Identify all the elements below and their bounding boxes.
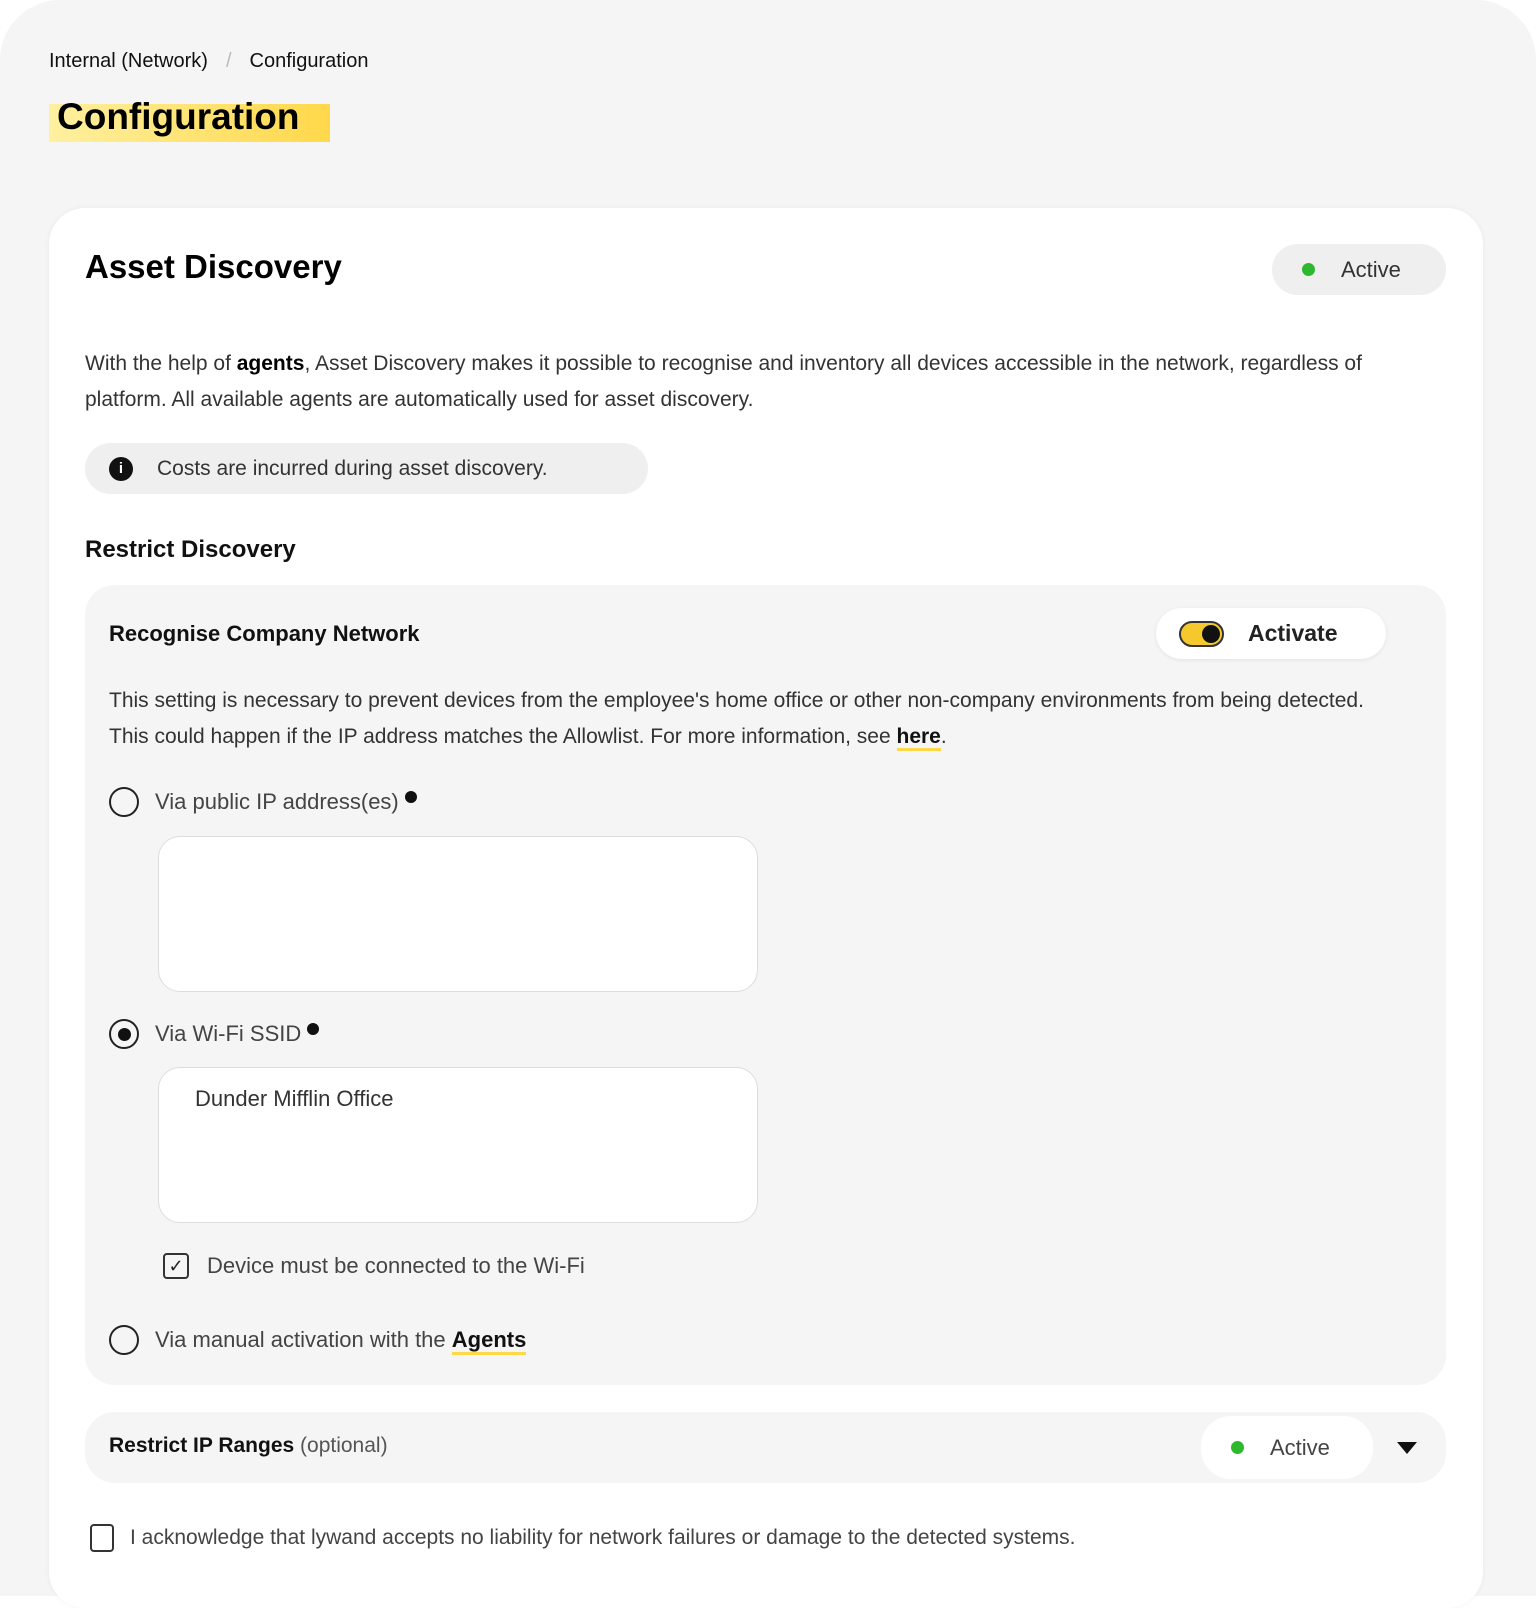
info-icon[interactable] bbox=[307, 1023, 319, 1035]
company-network-description-text: This setting is necessary to prevent devices from the employee's home office or other non-company environments from being detected. This could happen if the IP address matches the Allowlist. For more information, see bbox=[109, 689, 1364, 748]
wifi-ssid-textarea[interactable]: Dunder Mifflin Office bbox=[158, 1067, 758, 1223]
agents-link[interactable]: agents bbox=[236, 352, 305, 375]
description-text-2: , Asset Discovery makes it possible to recognise and inventory all devices accessible in the network, regardless of platform. All available agents are automatically used for asset discovery. bbox=[85, 352, 1362, 411]
breadcrumb bbox=[49, 50, 368, 73]
option-public-ip[interactable] bbox=[109, 787, 417, 817]
page-title: Configuration bbox=[57, 96, 300, 137]
acknowledge-row[interactable] bbox=[90, 1524, 1076, 1552]
ip-ranges-status: Active bbox=[1270, 1434, 1330, 1460]
company-network-title: Recognise Company Network bbox=[109, 621, 420, 646]
card-description bbox=[85, 346, 1425, 418]
option-manual-label: Via manual activation with the Agents bbox=[155, 1327, 526, 1353]
ip-ranges-panel[interactable] bbox=[85, 1412, 1446, 1483]
activate-toggle[interactable] bbox=[1156, 608, 1386, 659]
status-label: Active bbox=[1341, 256, 1401, 282]
agents-link[interactable]: Agents bbox=[452, 1327, 527, 1355]
radio-wifi-ssid[interactable] bbox=[109, 1019, 139, 1049]
breadcrumb-separator: / bbox=[225, 50, 232, 72]
option-public-ip-label: Via public IP address(es) bbox=[155, 789, 417, 815]
acknowledge-checkbox[interactable] bbox=[90, 1524, 114, 1552]
here-link[interactable]: here bbox=[897, 725, 941, 751]
radio-manual-activation[interactable] bbox=[109, 1325, 139, 1355]
description-text: With the help of bbox=[85, 352, 237, 375]
period: . bbox=[940, 725, 947, 748]
public-ip-textarea[interactable] bbox=[158, 836, 758, 992]
restrict-discovery-heading: Restrict Discovery bbox=[85, 536, 296, 563]
status-badge bbox=[1272, 244, 1446, 295]
status-dot-icon bbox=[1231, 1441, 1244, 1454]
ip-ranges-status-badge bbox=[1201, 1416, 1373, 1479]
info-icon: i bbox=[109, 457, 133, 481]
activate-label: Activate bbox=[1248, 620, 1338, 646]
wifi-connected-checkbox-row[interactable] bbox=[163, 1253, 585, 1279]
breadcrumb-item-internal-network[interactable]: Internal (Network) bbox=[49, 50, 208, 72]
toggle-switch-icon bbox=[1179, 621, 1224, 647]
chevron-down-icon[interactable] bbox=[1397, 1442, 1417, 1454]
cost-notice-text: Costs are incurred during asset discovery. bbox=[157, 456, 548, 480]
info-icon[interactable] bbox=[405, 791, 417, 803]
radio-public-ip[interactable] bbox=[109, 787, 139, 817]
wifi-connected-checkbox[interactable]: ✓ bbox=[163, 1253, 189, 1279]
wifi-connected-label: Device must be connected to the Wi-Fi bbox=[207, 1253, 585, 1278]
status-dot-icon bbox=[1302, 263, 1315, 276]
cost-notice bbox=[85, 443, 648, 494]
option-manual-activation[interactable] bbox=[109, 1325, 526, 1355]
breadcrumb-item-configuration: Configuration bbox=[249, 50, 369, 72]
company-network-panel bbox=[85, 585, 1446, 1385]
asset-discovery-card bbox=[49, 208, 1483, 1608]
option-wifi-ssid[interactable] bbox=[109, 1019, 319, 1049]
company-network-description bbox=[109, 683, 1409, 755]
option-wifi-ssid-label: Via Wi-Fi SSID bbox=[155, 1021, 319, 1047]
card-title: Asset Discovery bbox=[85, 248, 342, 285]
ip-ranges-title: Restrict IP Ranges (optional) bbox=[109, 1434, 388, 1457]
acknowledge-label: I acknowledge that lywand accepts no liability for network failures or damage to the detected systems. bbox=[130, 1526, 1076, 1549]
